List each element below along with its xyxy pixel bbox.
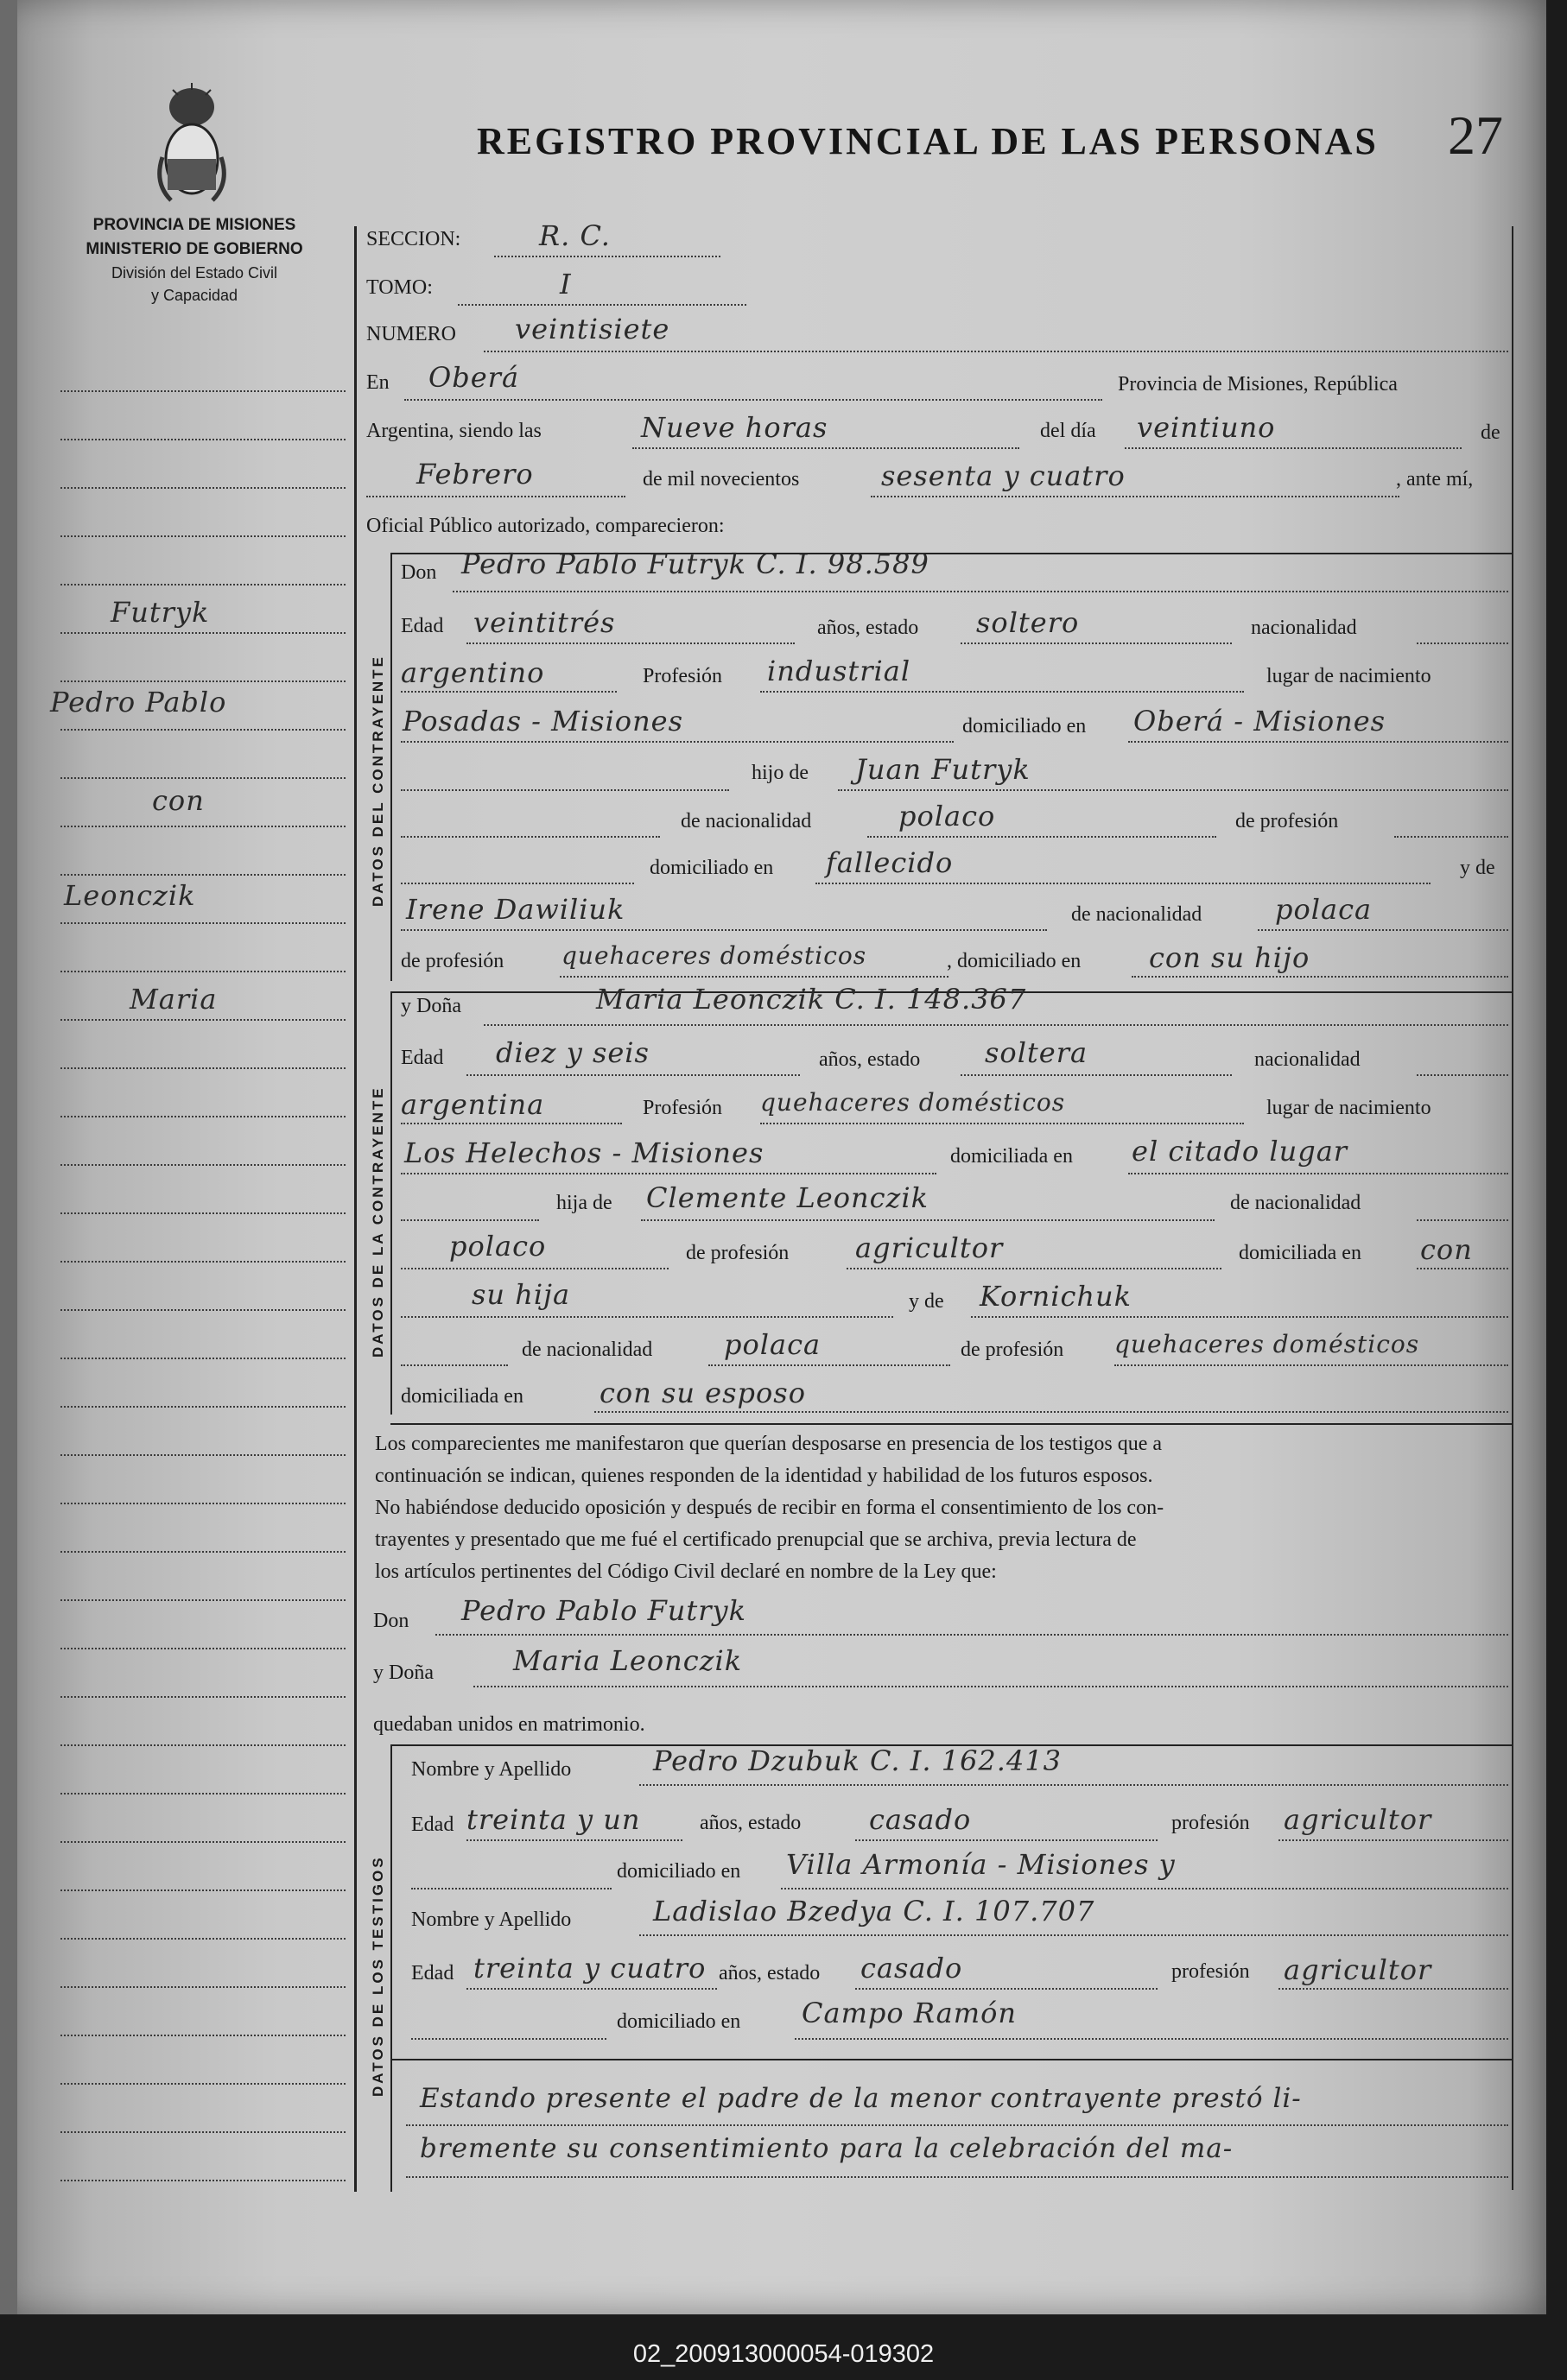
decl-don-value: Pedro Pablo Futryk	[461, 1594, 747, 1627]
bride-domiciliada-label: domiciliada en	[950, 1145, 1073, 1168]
y-de-label: y de	[1460, 857, 1495, 879]
tomo-value: I	[560, 268, 572, 301]
bride-estado-label: años, estado	[819, 1048, 921, 1071]
dotted-fill-line	[60, 1841, 346, 1843]
dotted-fill-line	[60, 1696, 346, 1698]
dotted-fill-line	[60, 1551, 346, 1553]
dotted-fill-line	[1128, 1173, 1508, 1174]
dotted-fill-line	[60, 874, 346, 876]
bride-father-nac: polaco	[449, 1230, 547, 1263]
en-label: En	[366, 371, 390, 394]
book-binding	[0, 0, 17, 2314]
groom-profesion: industrial	[767, 655, 911, 687]
dotted-fill-line	[484, 351, 1508, 352]
groom-father-dom: fallecido	[826, 846, 954, 879]
bride-lugar: Los Helechos - Misiones	[404, 1136, 764, 1169]
dotted-fill-line	[60, 1116, 346, 1117]
bride-father-dom-1: con	[1420, 1233, 1473, 1266]
ministry-heading: MINISTERIO DE GOBIERNO	[86, 240, 303, 258]
bride-nacionalidad-label: nacionalidad	[1254, 1048, 1361, 1071]
numero-label: NUMERO	[366, 323, 457, 345]
groom-mother-nac: polaca	[1275, 893, 1373, 926]
t1-estado-label: años, estado	[700, 1812, 802, 1834]
decl-dona-label: y Doña	[373, 1662, 434, 1684]
dotted-fill-line	[1417, 642, 1508, 644]
bride-y-de-label: y de	[909, 1290, 944, 1313]
groom-name: Pedro Pablo Futryk C. I. 98.589	[461, 548, 929, 580]
t2-dom: Campo Ramón	[802, 1997, 1017, 2029]
mother-prof-label: de profesión	[401, 950, 504, 972]
dotted-fill-line	[60, 1744, 346, 1746]
bride-mother-dom-label: domiciliada en	[401, 1385, 523, 1408]
ante-label: , ante mí,	[1396, 468, 1474, 491]
note-top-rule	[390, 2059, 1512, 2060]
dotted-fill-line	[494, 256, 720, 257]
dotted-fill-line	[1258, 929, 1508, 931]
note-line-1: Estando presente el padre de la menor contrayente prestó li-	[420, 2083, 1302, 2114]
dotted-fill-line	[961, 1074, 1232, 1076]
contrayenta-side-label: DATOS DE LA CONTRAYENTE	[370, 1086, 386, 1358]
bride-name: Maria Leonczik C. I. 148.367	[596, 983, 1027, 1016]
groom-lugar-label: lugar de nacimiento	[1266, 665, 1431, 687]
dotted-fill-line	[1417, 1268, 1508, 1269]
dotted-fill-line	[453, 591, 1508, 592]
dotted-fill-line	[60, 1599, 346, 1601]
dotted-fill-line	[60, 971, 346, 972]
dotted-fill-line	[60, 729, 346, 731]
dotted-fill-line	[708, 1364, 950, 1366]
coat-of-arms-icon	[154, 79, 230, 209]
dotted-fill-line	[406, 2124, 1508, 2126]
page-number: 27	[1448, 104, 1503, 166]
father-nac-label: de nacionalidad	[681, 810, 812, 832]
groom-father-nac: polaco	[898, 800, 996, 832]
anio-value: sesenta y cuatro	[881, 459, 1126, 492]
groom-edad: veintitrés	[473, 606, 616, 639]
dotted-fill-line	[60, 1406, 346, 1408]
dotted-fill-line	[971, 1316, 1508, 1318]
dotted-fill-line	[60, 1309, 346, 1311]
bride-mother-prof-label: de profesión	[961, 1339, 1064, 1361]
declaration-paragraph	[375, 1428, 1508, 1588]
bride-nacionalidad: argentina	[401, 1088, 545, 1121]
dotted-fill-line	[60, 1938, 346, 1940]
bride-edad: diez y seis	[496, 1036, 650, 1069]
contrayenta-side-rule	[390, 991, 392, 1415]
dotted-fill-line	[401, 1268, 669, 1269]
dotted-fill-line	[60, 777, 346, 779]
dia-label: del día	[1040, 420, 1096, 442]
page-title: REGISTRO PROVINCIAL DE LAS PERSONAS	[477, 120, 1379, 162]
division-heading: División del Estado Civil	[111, 264, 278, 282]
hora-value: Nueve horas	[641, 411, 828, 444]
dotted-fill-line	[60, 1067, 346, 1069]
dotted-fill-line	[1132, 976, 1508, 978]
provincia-text: Provincia de Misiones, República	[1118, 373, 1398, 396]
unidos-text: quedaban unidos en matrimonio.	[373, 1713, 645, 1736]
contrayente-side-rule	[390, 553, 392, 981]
note-line-2: bremente su consentimiento para la celebración del ma-	[420, 2133, 1234, 2164]
dotted-fill-line	[466, 1074, 800, 1076]
dotted-fill-line	[60, 1454, 346, 1456]
mes-value: Febrero	[416, 458, 534, 491]
dotted-fill-line	[838, 789, 1508, 791]
dotted-fill-line	[401, 1316, 893, 1318]
bride-mother-dom: con su esposo	[600, 1377, 806, 1409]
frame-left-rule	[354, 226, 357, 2192]
t1-edad: treinta y un	[466, 1803, 641, 1836]
groom-father: Juan Futryk	[855, 753, 1031, 786]
tomo-label: TOMO:	[366, 276, 433, 299]
margin-note-surname: Futryk	[111, 596, 210, 629]
t2-estado-label: años, estado	[719, 1962, 821, 1984]
t2-nombre-label: Nombre y Apellido	[411, 1908, 572, 1931]
groom-domicilio: Oberá - Misiones	[1133, 705, 1386, 737]
dotted-fill-line	[60, 584, 346, 586]
dotted-fill-line	[466, 642, 795, 644]
dotted-fill-line	[435, 1634, 1508, 1636]
hija-label: hija de	[556, 1192, 612, 1214]
declaration-line: Los comparecientes me manifestaron que querían desposarse en presencia de los testigos que a	[375, 1433, 1163, 1455]
dotted-fill-line	[466, 1839, 682, 1841]
bride-mother-nac: polaca	[724, 1328, 822, 1361]
dotted-fill-line	[401, 1123, 622, 1124]
dotted-fill-line	[871, 496, 1399, 497]
groom-lugar: Posadas - Misiones	[403, 705, 684, 737]
groom-estado-label: años, estado	[817, 617, 919, 639]
dotted-fill-line	[855, 1988, 1158, 1990]
dotted-fill-line	[639, 1784, 1508, 1786]
dotted-fill-line	[1114, 1364, 1508, 1366]
bride-mother-nac-label: de nacionalidad	[522, 1339, 653, 1361]
seccion-label: SECCION:	[366, 228, 461, 250]
margin-note-given-names: Pedro Pablo	[50, 686, 227, 718]
dotted-fill-line	[855, 1839, 1158, 1841]
frame-right-rule	[1512, 226, 1513, 2190]
en-value: Oberá	[428, 361, 520, 394]
declaration-top-rule	[390, 1423, 1512, 1425]
father-dom-label: domiciliado en	[650, 857, 774, 879]
dotted-fill-line	[401, 836, 660, 838]
bride-estado: soltera	[985, 1036, 1088, 1069]
dotted-fill-line	[466, 1988, 717, 1990]
dotted-fill-line	[867, 836, 1216, 838]
numero-value: veintisiete	[515, 313, 670, 345]
t1-nombre-label: Nombre y Apellido	[411, 1758, 572, 1781]
t2-estado: casado	[860, 1952, 963, 1984]
scan-id-footer: 02_200913000054-019302	[632, 2340, 935, 2368]
dotted-fill-line	[641, 1219, 1215, 1221]
capacity-heading: y Capacidad	[150, 287, 238, 304]
dia-value: veintiuno	[1137, 411, 1276, 444]
dotted-fill-line	[401, 1173, 936, 1174]
dotted-fill-line	[639, 1934, 1508, 1936]
dona-label: y Doña	[401, 995, 461, 1017]
dotted-fill-line	[1125, 447, 1462, 449]
oficial-text: Oficial Público autorizado, comparecieron:	[366, 515, 725, 537]
dotted-fill-line	[401, 691, 617, 693]
dotted-fill-line	[411, 2038, 606, 2040]
dotted-fill-line	[60, 1648, 346, 1649]
dotted-fill-line	[760, 691, 1244, 693]
dotted-fill-line	[60, 2180, 346, 2181]
t2-profesion-label: profesión	[1171, 1960, 1250, 1983]
bride-mother-prof: quehaceres domésticos	[1114, 1330, 1420, 1358]
t2-edad: treinta y cuatro	[473, 1952, 707, 1984]
hijo-label: hijo de	[752, 762, 809, 784]
dotted-fill-line	[60, 2035, 346, 2036]
bride-father-dom-label: domiciliada en	[1239, 1242, 1361, 1264]
declaration-line: No habiéndose deducido oposición y después de recibir en forma el consentimiento de los con-	[375, 1497, 1164, 1519]
dotted-fill-line	[366, 496, 625, 497]
dotted-fill-line	[60, 680, 346, 682]
dotted-fill-line	[401, 741, 954, 743]
dotted-fill-line	[404, 399, 1102, 401]
bride-mother: Kornichuk	[980, 1280, 1132, 1313]
dotted-fill-line	[60, 1793, 346, 1794]
province-heading: PROVINCIA DE MISIONES	[92, 216, 296, 234]
dotted-fill-line	[401, 1219, 539, 1221]
bride-father-prof: agricultor	[855, 1231, 1004, 1264]
anio-label: de mil novecientos	[643, 468, 800, 491]
dotted-fill-line	[60, 1889, 346, 1891]
dotted-fill-line	[60, 439, 346, 440]
de-label: de	[1481, 421, 1500, 444]
bride-lugar-label: lugar de nacimiento	[1266, 1097, 1431, 1119]
dotted-fill-line	[401, 1364, 508, 1366]
groom-mother-dom: con su hijo	[1149, 941, 1310, 974]
dotted-fill-line	[1128, 741, 1508, 743]
dotted-fill-line	[411, 1888, 612, 1889]
dotted-fill-line	[60, 922, 346, 924]
dotted-fill-line	[1278, 1839, 1508, 1841]
t1-edad-label: Edad	[411, 1813, 454, 1836]
margin-note-bride-name: Maria	[130, 983, 218, 1016]
dotted-fill-line	[781, 1888, 1508, 1889]
dotted-fill-line	[1278, 1988, 1508, 1990]
dotted-fill-line	[760, 1123, 1244, 1124]
dotted-fill-line	[60, 1261, 346, 1263]
declaration-line: trayentes y presentado que me fué el certificado prenupcial que se archiva, previa lectura de	[375, 1529, 1137, 1551]
father-prof-label: de profesión	[1235, 810, 1339, 832]
dotted-fill-line	[60, 826, 346, 827]
testigos-side-rule	[390, 1744, 392, 2192]
mother-dom-label: , domiciliado en	[947, 950, 1082, 972]
dotted-fill-line	[60, 1164, 346, 1166]
dotted-fill-line	[632, 447, 1019, 449]
dotted-fill-line	[847, 1268, 1221, 1269]
t1-estado: casado	[869, 1803, 972, 1836]
dotted-fill-line	[60, 1986, 346, 1988]
groom-mother-prof: quehaceres domésticos	[561, 941, 867, 970]
groom-profesion-label: Profesión	[643, 665, 722, 687]
groom-nacionalidad-label: nacionalidad	[1251, 617, 1357, 639]
mother-nac-label: de nacionalidad	[1071, 903, 1202, 926]
t2-prof: agricultor	[1284, 1953, 1432, 1986]
dotted-fill-line	[401, 789, 729, 791]
dotted-fill-line	[401, 883, 634, 884]
dotted-fill-line	[401, 929, 1047, 931]
dotted-fill-line	[594, 1411, 1508, 1413]
margin-note-con: con	[152, 784, 205, 817]
t1-prof: agricultor	[1284, 1803, 1432, 1836]
dotted-fill-line	[60, 1212, 346, 1214]
declaration-line: continuación se indican, quienes responden de la identidad y habilidad de los futuros esposos.	[375, 1465, 1153, 1487]
dotted-fill-line	[560, 976, 948, 978]
dotted-fill-line	[473, 1686, 1508, 1687]
dotted-fill-line	[60, 535, 346, 537]
dotted-fill-line	[60, 390, 346, 392]
bride-edad-label: Edad	[401, 1047, 444, 1069]
groom-nacionalidad: argentino	[401, 656, 545, 689]
margin-note-bride-surname: Leonczik	[64, 879, 196, 912]
dotted-fill-line	[60, 1503, 346, 1504]
dotted-fill-line	[60, 2083, 346, 2085]
t2-domiciliado-label: domiciliado en	[617, 2010, 741, 2033]
dotted-fill-line	[60, 632, 346, 634]
dotted-fill-line	[1394, 836, 1508, 838]
groom-edad-label: Edad	[401, 615, 444, 637]
bride-domicilio: el citado lugar	[1132, 1135, 1348, 1168]
t1-domiciliado-label: domiciliado en	[617, 1860, 741, 1883]
dotted-fill-line	[961, 642, 1232, 644]
dotted-fill-line	[60, 487, 346, 489]
seccion-value: R. C.	[539, 219, 611, 252]
bride-father-dom-2: su hija	[472, 1278, 571, 1311]
testigos-side-label: DATOS DE LOS TESTIGOS	[370, 1855, 386, 2097]
contrayente-side-label: DATOS DEL CONTRAYENTE	[370, 655, 386, 907]
dotted-fill-line	[1417, 1074, 1508, 1076]
dotted-fill-line	[815, 883, 1431, 884]
bride-father-prof-label: de profesión	[686, 1242, 790, 1264]
dotted-fill-line	[484, 1024, 1508, 1026]
don-label: Don	[401, 561, 437, 584]
dotted-fill-line	[60, 1019, 346, 1021]
dotted-fill-line	[1417, 1219, 1508, 1221]
decl-dona-value: Maria Leonczik	[513, 1644, 743, 1677]
t2-edad-label: Edad	[411, 1962, 454, 1984]
dotted-fill-line	[60, 1358, 346, 1359]
bride-profesion: quehaceres domésticos	[760, 1088, 1066, 1117]
groom-estado: soltero	[976, 606, 1080, 639]
t1-profesion-label: profesión	[1171, 1812, 1250, 1834]
t1-dom: Villa Armonía - Misiones y	[786, 1848, 1176, 1881]
decl-don-label: Don	[373, 1610, 409, 1632]
groom-domiciliado-label: domiciliado en	[962, 715, 1087, 737]
dotted-fill-line	[60, 2131, 346, 2133]
bride-father-nac-label: de nacionalidad	[1230, 1192, 1361, 1214]
argentina-label: Argentina, siendo las	[366, 420, 542, 442]
dotted-fill-line	[458, 304, 746, 306]
t2-nombre: Ladislao Bzedya C. I. 107.707	[653, 1895, 1095, 1927]
bride-profesion-label: Profesión	[643, 1097, 722, 1119]
groom-mother: Irene Dawiliuk	[406, 893, 625, 926]
dotted-fill-line	[406, 2176, 1508, 2178]
declaration-line: los artículos pertinentes del Código Civil declaré en nombre de la Ley que:	[375, 1560, 997, 1583]
dotted-fill-line	[795, 2038, 1508, 2040]
bride-father: Clemente Leonczik	[646, 1181, 929, 1214]
t1-nombre: Pedro Dzubuk C. I. 162.413	[653, 1744, 1063, 1777]
